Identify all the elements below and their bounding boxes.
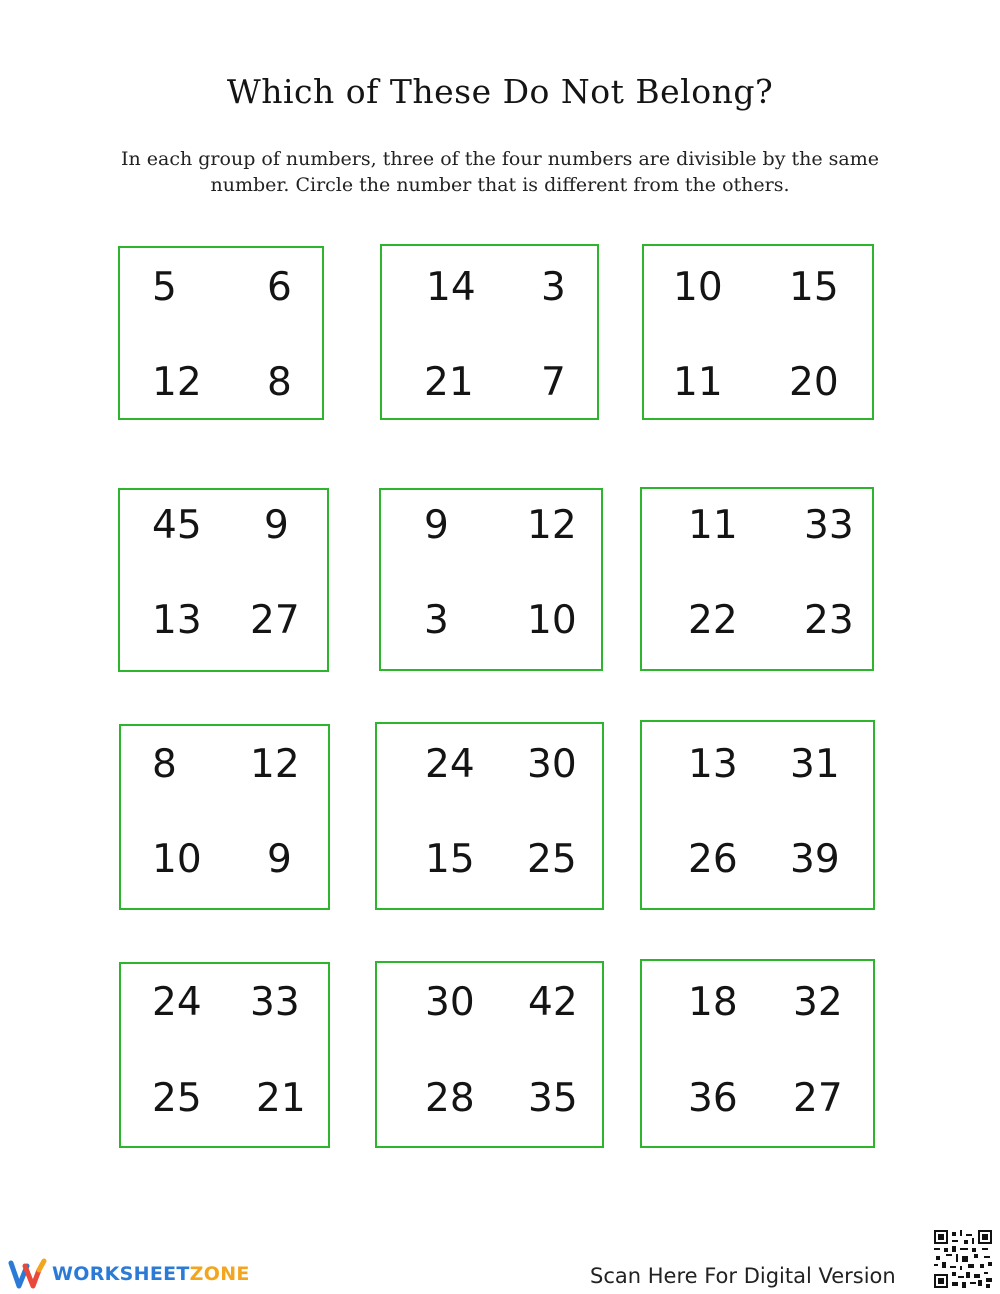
group-number[interactable]: 3 xyxy=(541,265,566,310)
number-group-box xyxy=(119,724,330,910)
number-group-box xyxy=(118,246,324,420)
group-number[interactable]: 27 xyxy=(793,1076,843,1121)
group-number[interactable]: 3 xyxy=(424,598,449,643)
worksheetzone-logo-icon xyxy=(8,1257,48,1291)
brand-name-part1: WORKSHEET xyxy=(52,1263,190,1285)
group-number[interactable]: 32 xyxy=(793,980,843,1025)
number-group-box xyxy=(379,488,603,671)
brand-name xyxy=(52,1263,250,1285)
group-number[interactable]: 26 xyxy=(688,837,738,882)
number-group-box xyxy=(375,961,604,1148)
group-number[interactable]: 6 xyxy=(267,265,292,310)
group-number[interactable]: 27 xyxy=(250,598,300,643)
group-number[interactable]: 30 xyxy=(425,980,475,1025)
number-group-box xyxy=(640,720,875,910)
group-number[interactable]: 39 xyxy=(790,837,840,882)
group-number[interactable]: 12 xyxy=(152,360,202,405)
group-number[interactable]: 22 xyxy=(688,598,738,643)
group-number[interactable]: 5 xyxy=(152,265,177,310)
number-group-box xyxy=(380,244,599,420)
group-number[interactable]: 15 xyxy=(789,265,839,310)
group-number[interactable]: 10 xyxy=(673,265,723,310)
group-number[interactable]: 9 xyxy=(267,837,292,882)
group-number[interactable]: 10 xyxy=(152,837,202,882)
group-number[interactable]: 21 xyxy=(424,360,474,405)
group-number[interactable]: 36 xyxy=(688,1076,738,1121)
group-number[interactable]: 7 xyxy=(541,360,566,405)
group-number[interactable]: 11 xyxy=(673,360,723,405)
group-number[interactable]: 8 xyxy=(152,742,177,787)
group-number[interactable]: 10 xyxy=(527,598,577,643)
group-number[interactable]: 9 xyxy=(264,503,289,548)
worksheetzone-logo[interactable] xyxy=(8,1257,250,1291)
scan-instruction: Scan Here For Digital Version xyxy=(590,1264,896,1288)
group-number[interactable]: 11 xyxy=(688,503,738,548)
group-number[interactable]: 35 xyxy=(528,1076,578,1121)
group-number[interactable]: 28 xyxy=(425,1076,475,1121)
brand-name-part2: ZONE xyxy=(189,1263,250,1285)
number-group-box xyxy=(640,959,875,1148)
group-number[interactable]: 13 xyxy=(688,742,738,787)
group-number[interactable]: 21 xyxy=(256,1076,306,1121)
number-group-box xyxy=(642,244,874,420)
group-number[interactable]: 18 xyxy=(688,980,738,1025)
group-number[interactable]: 12 xyxy=(527,503,577,548)
group-number[interactable]: 45 xyxy=(152,503,202,548)
worksheet-instructions: In each group of numbers, three of the four numbers are divisible by the same number. Circle the number that is different from the others. xyxy=(121,148,879,196)
number-group-box xyxy=(640,487,874,671)
group-number[interactable]: 33 xyxy=(250,980,300,1025)
qr-code-icon[interactable] xyxy=(934,1230,992,1288)
group-number[interactable]: 23 xyxy=(804,598,854,643)
group-number[interactable]: 25 xyxy=(527,837,577,882)
group-number[interactable]: 8 xyxy=(267,360,292,405)
group-number[interactable]: 9 xyxy=(424,503,449,548)
group-number[interactable]: 12 xyxy=(250,742,300,787)
group-number[interactable]: 20 xyxy=(789,360,839,405)
group-number[interactable]: 24 xyxy=(152,980,202,1025)
number-group-box xyxy=(118,488,329,672)
worksheet-title: Which of These Do Not Belong? xyxy=(226,72,774,111)
group-number[interactable]: 42 xyxy=(528,980,578,1025)
group-number[interactable]: 13 xyxy=(152,598,202,643)
group-number[interactable]: 14 xyxy=(426,265,476,310)
group-number[interactable]: 24 xyxy=(425,742,475,787)
number-group-box xyxy=(119,962,330,1148)
number-group-box xyxy=(375,722,604,910)
group-number[interactable]: 31 xyxy=(790,742,840,787)
group-number[interactable]: 30 xyxy=(527,742,577,787)
group-number[interactable]: 15 xyxy=(425,837,475,882)
group-number[interactable]: 25 xyxy=(152,1076,202,1121)
group-number[interactable]: 33 xyxy=(804,503,854,548)
